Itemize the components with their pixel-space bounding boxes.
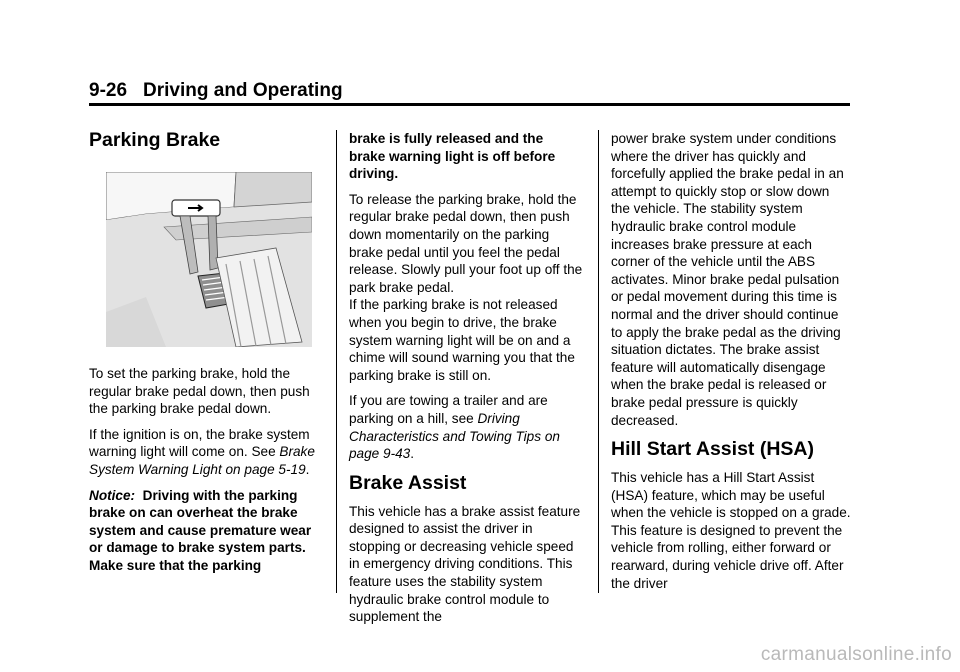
page-header bbox=[89, 80, 343, 102]
para-hill-start-assist: This vehicle has a Hill Start Assist (HSA) feature, which may be useful when the vehicle is stopped on a grade. This feature is designed to prevent the vehicle from rolling, either forward or rearward, during vehicle drive off. After the driver bbox=[611, 470, 851, 591]
link-driving-characteristics[interactable]: Driving Characteristics and Towing Tips on page 9-43 bbox=[349, 410, 560, 462]
column-divider-2 bbox=[598, 130, 599, 593]
page-number: 9-26 bbox=[89, 80, 128, 101]
para-set-parking-brake: To set the parking brake, hold the regular brake pedal down, then push the parking brake pedal down. bbox=[89, 366, 310, 417]
header-rule bbox=[89, 103, 850, 106]
column-divider-1 bbox=[336, 130, 337, 593]
para-brake-assist-continued: power brake system under conditions where the driver has quickly and forcefully applied the brake pedal in an attempt to quickly stop or slow down the vehicle. The stability system hydraulic brake control module increases brake pressure at each corner of the vehicle until the ABS activates. Minor brake pedal pulsation or pedal movement during this time is normal and the driver should continue to apply the brake pedal as the driving situation dictates. The brake assist feature will automatically disengage when the brake pedal is released or brake pedal pressure is quickly decreased. bbox=[611, 131, 844, 428]
heading-hill-start-assist: Hill Start Assist (HSA) bbox=[611, 438, 814, 461]
notice-label: Notice: bbox=[89, 487, 136, 503]
column-2 bbox=[349, 130, 583, 634]
para-notice-continued: brake is fully released and the brake warning light is off before driving. bbox=[349, 131, 556, 182]
para-ignition-warning: If the ignition is on, the brake system warning light will come on. See Brake System Warning Light on page 5-19. bbox=[89, 426, 315, 477]
column-3 bbox=[611, 130, 851, 600]
notice-block bbox=[89, 487, 323, 575]
heading-parking-brake: Parking Brake bbox=[89, 129, 221, 151]
notice-text: Driving with the parking brake on can overheat the brake system and cause premature wear or damage to brake system parts. Make sure that the parking bbox=[89, 487, 312, 573]
section-title: Driving and Operating bbox=[143, 80, 343, 101]
para-not-released-warning: If the parking brake is not released when you begin to drive, the brake system warning light will be on and a chime will sound warning you that the parking brake is still on. bbox=[349, 297, 575, 383]
para-towing-on-hill: If you are towing a trailer and are parking on a hill, see Driving Characteristics and Towing Tips on page 9-43. bbox=[349, 393, 560, 462]
para-brake-assist: This vehicle has a brake assist feature designed to assist the driver in stopping or decreasing vehicle speed in emergency driving conditions. This feature uses the stability system hydraulic brake control module to supplement the bbox=[349, 503, 581, 625]
parking-brake-pedal-illustration bbox=[106, 172, 312, 347]
heading-brake-assist: Brake Assist bbox=[349, 471, 467, 494]
watermark: carmanualsonline.info bbox=[760, 644, 952, 665]
link-brake-system-warning-light[interactable]: Brake System Warning Light on page 5-19 bbox=[89, 444, 315, 477]
para-release-parking-brake: To release the parking brake, hold the regular brake pedal down, then push down momentarily on the parking brake pedal until you feel the pedal release. Slowly pull your foot up off the park brake pedal. bbox=[349, 191, 583, 295]
column-1 bbox=[89, 128, 323, 583]
